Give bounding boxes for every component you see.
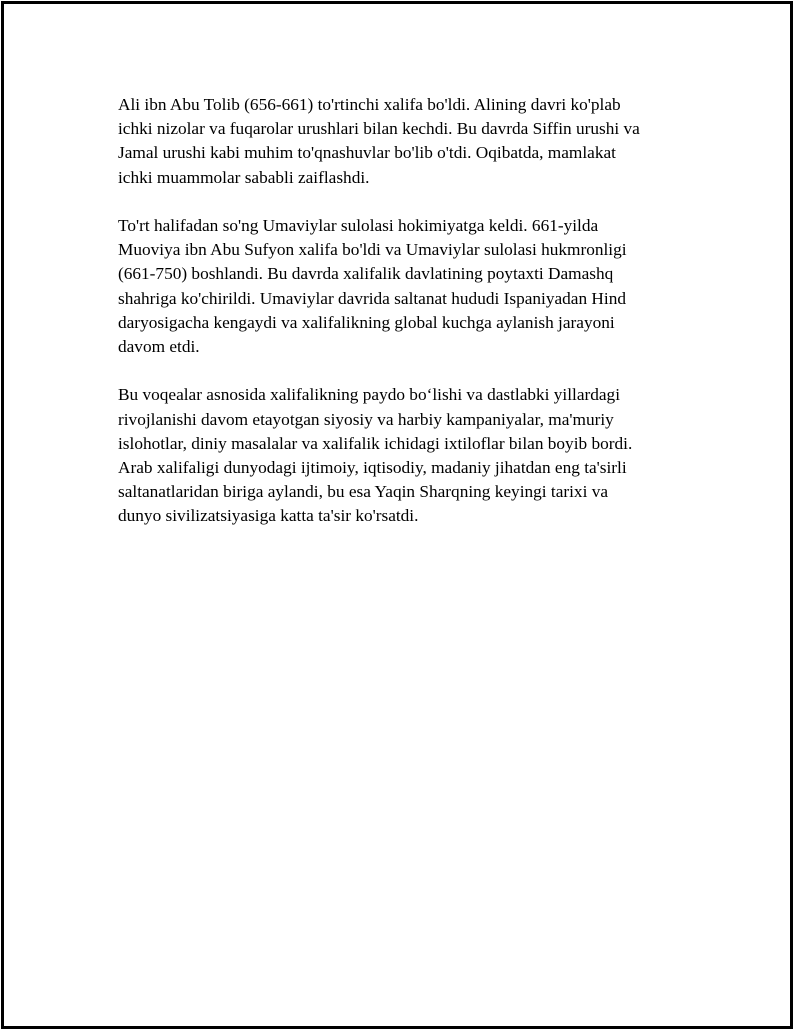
paragraph-umaviylar-sulolasi: To'rt halifadan so'ng Umaviylar sulolasi hokimiyatga keldi. 661-yilda Muoviya ibn Abu Sufyon xalifa bo'ldi va Umaviylar sulolasi hukmronligi (661-750) boshlandi. Bu davrda xalifalik davlatining poytaxti Damashq shahriga ko'chirildi. Umaviylar davrida saltanat hududi Ispaniyadan Hind daryosigacha kengaydi va xalifalikning global kuchga aylanish jarayoni davom etdi. — [118, 216, 627, 357]
document-body — [118, 93, 683, 553]
paragraph-arab-xalifaligi: Bu voqealar asnosida xalifalikning paydo bo‘lishi va dastlabki yillardagi rivojlanishi davom etayotgan siyosiy va harbiy kampaniyalar, ma'muriy islohotlar, diniy masalalar va xalifalik ichidagi ixtiloflar bilan boyib bordi. Arab xalifaligi dunyodagi ijtimoiy, iqtisodiy, madaniy jihatdan eng ta'sirli saltanatlaridan biriga aylandi, bu esa Yaqin Sharqning keyingi tarixi va dunyo sivilizatsiyasiga katta ta'sir ko'rsatdi. — [118, 385, 633, 526]
paragraph-ali-ibn-abu-tolib: Ali ibn Abu Tolib (656-661) to'rtinchi xalifa bo'ldi. Alining davri ko'plab ichki nizolar va fuqarolar urushlari bilan kechdi. Bu davrda Siffin urushi va Jamal urushi kabi muhim to'qnashuvlar bo'lib o'tdi. Oqibatda, mamlakat ichki muammolar sababli zaiflashdi. — [118, 95, 640, 187]
